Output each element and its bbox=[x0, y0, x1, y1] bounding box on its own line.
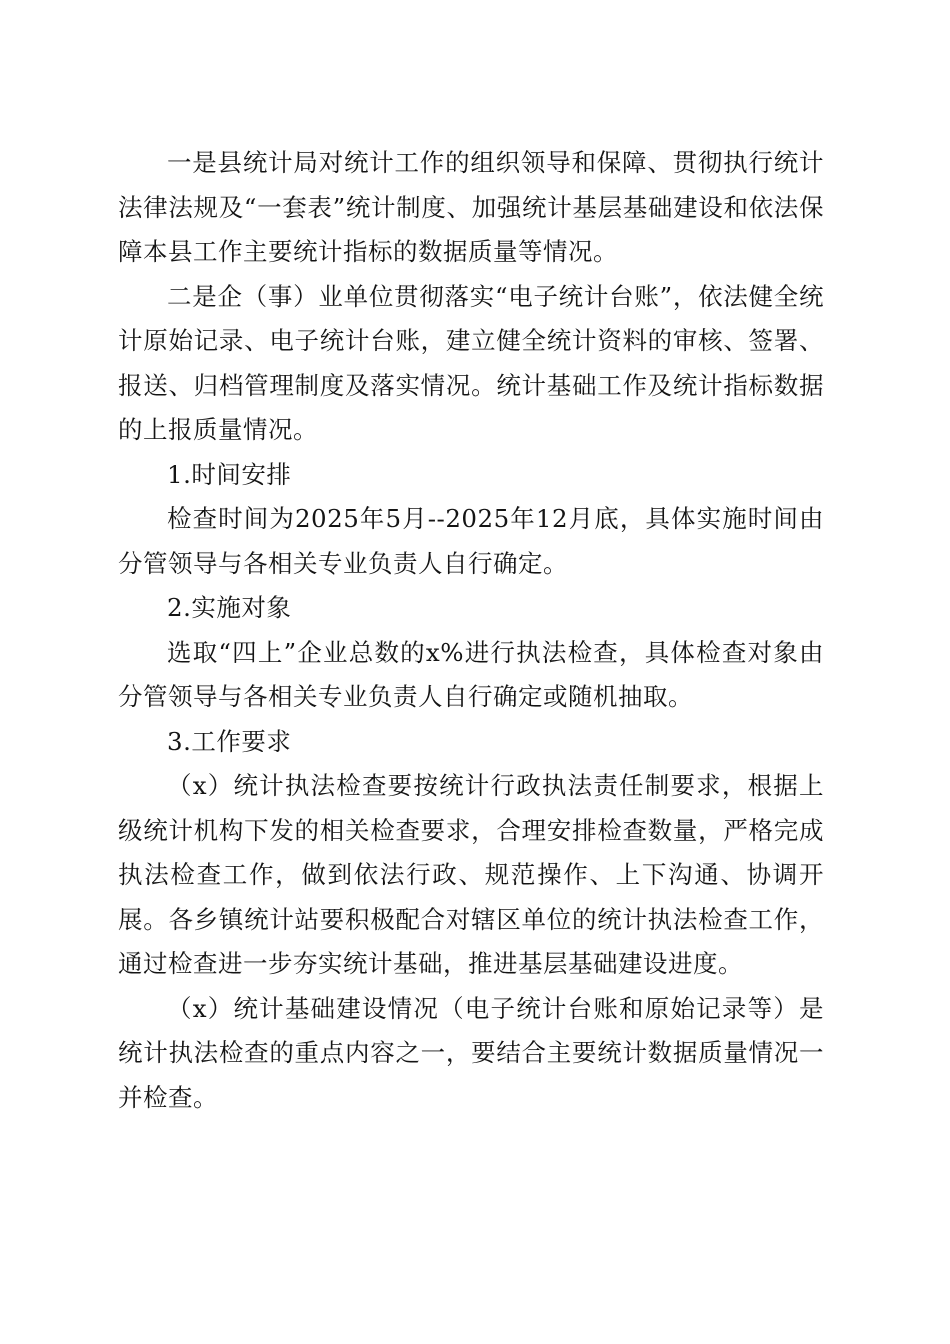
paragraph-inspection-scope-enterprise: 二是企（事）业单位贯彻落实“电子统计台账”，依法健全统计原始记录、电子统计台账，建立健全统计资料的审核、签署、报送、归档管理制度及落实情况。统计基础工作及统计指标数据的上报质量情况。 bbox=[118, 281, 824, 444]
heading-work-requirements: 3.工作要求 bbox=[167, 726, 292, 756]
paragraph-requirement-two: （x）统计基础建设情况（电子统计台账和原始记录等）是统计执法检查的重点内容之一，要结合主要统计数据质量情况一并检查。 bbox=[118, 993, 824, 1112]
heading-implementation-targets: 2.实施对象 bbox=[167, 593, 292, 622]
paragraph-inspection-scope-county: 一是县统计局对统计工作的组织领导和保障、贯彻执行统计法律法规及“一套表”统计制度、加强统计基层基础建设和依法保障本县工作主要统计指标的数据质量等情况。 bbox=[118, 148, 824, 266]
paragraph-implementation-targets: 选取“四上”企业总数的x%进行执法检查，具体检查对象由分管领导与各相关专业负责人自行确定或随机抽取。 bbox=[118, 637, 824, 711]
document-body bbox=[118, 141, 824, 1120]
paragraph-requirement-one: （x）统计执法检查要按统计行政执法责任制要求，根据上级统计机构下发的相关检查要求，合理安排检查数量，严格完成执法检查工作，做到依法行政、规范操作、上下沟通、协调开展。各乡镇统计站要积极配合对辖区单位的统计执法检查工作，通过检查进一步夯实统计基础，推进基层基础建设进度。 bbox=[118, 771, 824, 978]
paragraph-time-arrangement: 检查时间为2025年5月--2025年12月底，具体实施时间由分管领导与各相关专业负责人自行确定。 bbox=[118, 504, 824, 578]
heading-time-arrangement: 1.时间安排 bbox=[167, 459, 292, 489]
